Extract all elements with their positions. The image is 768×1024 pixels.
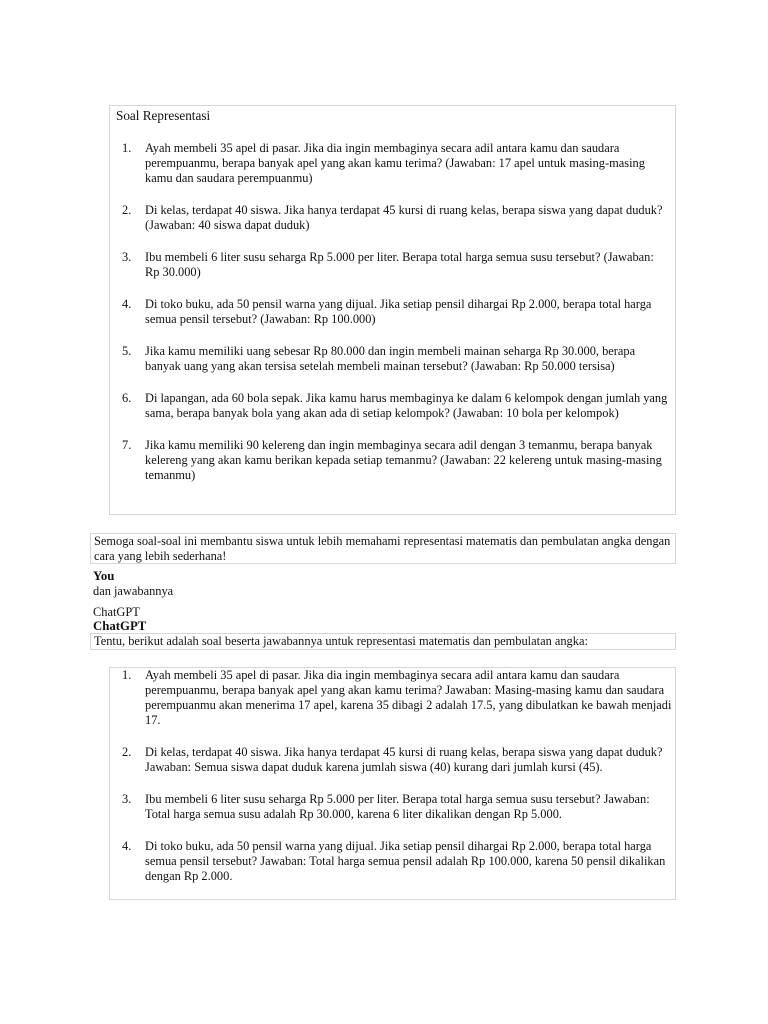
item-number: 1. (122, 668, 132, 682)
item-number: 4. (122, 297, 132, 311)
intro-text: Tentu, berikut adalah soal beserta jawabannya untuk representasi matematis dan pembulatan angka: (94, 634, 588, 648)
assistant-name-bold: ChatGPT (93, 619, 147, 633)
item-number: 6. (122, 391, 132, 405)
user-label: You (93, 569, 115, 583)
item-text: Di kelas, terdapat 40 siswa. Jika hanya terdapat 45 kursi di ruang kelas, berapa siswa yang dapat duduk? Jawaban: Semua siswa dapat duduk karena jumlah siswa (40) kurang dari jumlah kursi (45). (145, 745, 663, 774)
section-title: Soal Representasi (116, 108, 211, 123)
list-item (116, 745, 673, 775)
question-list (116, 141, 671, 483)
list-item (116, 391, 671, 421)
item-text: Di toko buku, ada 50 pensil warna yang dijual. Jika setiap pensil dihargai Rp 2.000, berapa total harga semua pensil tersebut? Jawaban: Total harga semua pensil adalah Rp 100.000, karena 50 pensil dikalikan dengan Rp 2.000. (145, 839, 666, 883)
list-item (116, 297, 671, 327)
list-item (116, 839, 673, 884)
item-number: 2. (122, 203, 132, 217)
list-item (116, 203, 671, 233)
item-text: Di toko buku, ada 50 pensil warna yang dijual. Jika setiap pensil dihargai Rp 2.000, berapa total harga semua pensil tersebut? (Jawaban: Rp 100.000) (145, 297, 652, 326)
item-number: 1. (122, 141, 132, 155)
answer-list (116, 668, 673, 884)
assistant-name-plain: ChatGPT (93, 605, 140, 619)
intro-box (90, 633, 676, 650)
list-item (116, 344, 671, 374)
item-number: 3. (122, 250, 132, 264)
item-text: Jika kamu memiliki 90 kelereng dan ingin membaginya secara adil dengan 3 temanmu, berapa banyak kelereng yang akan kamu berikan kepada setiap temanmu? (Jawaban: 22 kelereng untuk masing-masing temanmu) (145, 438, 662, 482)
list-item (116, 250, 671, 280)
list-item (116, 668, 673, 728)
item-number: 5. (122, 344, 132, 358)
item-number: 3. (122, 792, 132, 806)
item-text: Ibu membeli 6 liter susu seharga Rp 5.000 per liter. Berapa total harga semua susu tersebut? (Jawaban: Rp 30.000) (145, 250, 654, 279)
list-item (116, 438, 671, 483)
answers-box (109, 667, 676, 900)
item-number: 4. (122, 839, 132, 853)
list-item (116, 792, 673, 822)
questions-box (109, 105, 676, 515)
item-text: Jika kamu memiliki uang sebesar Rp 80.000 dan ingin membeli mainan seharga Rp 30.000, berapa banyak uang yang akan tersisa setelah membeli mainan tersebut? (Jawaban: Rp 50.000 tersisa) (145, 344, 636, 373)
list-item (116, 141, 671, 186)
closing-paragraph: Semoga soal-soal ini membantu siswa untuk lebih memahami representasi matematis dan pembulatan angka dengan cara yang lebih sederhana! (94, 534, 671, 563)
closing-paragraph-box (90, 533, 676, 564)
item-number: 7. (122, 438, 132, 452)
item-text: Ayah membeli 35 apel di pasar. Jika dia ingin membaginya secara adil antara kamu dan saudara perempuanmu, berapa banyak apel yang akan kamu terima? (Jawaban: 17 apel untuk masing-masing kamu dan saudara perempuanmu) (145, 141, 645, 185)
item-text: Ibu membeli 6 liter susu seharga Rp 5.000 per liter. Berapa total harga semua susu tersebut? Jawaban: Total harga semua susu adalah Rp 30.000, karena 6 liter dikalikan dengan Rp 5.000. (145, 792, 650, 821)
item-text: Di kelas, terdapat 40 siswa. Jika hanya terdapat 45 kursi di ruang kelas, berapa siswa yang dapat duduk? (Jawaban: 40 siswa dapat duduk) (145, 203, 663, 232)
item-text: Di lapangan, ada 60 bola sepak. Jika kamu harus membaginya ke dalam 6 kelompok dengan jumlah yang sama, berapa banyak bola yang akan ada di setiap kelompok? (Jawaban: 10 bola per kelompok) (145, 391, 668, 420)
item-text: Ayah membeli 35 apel di pasar. Jika dia ingin membaginya secara adil antara kamu dan saudara perempuanmu, berapa banyak apel yang akan kamu terima? Jawaban: Masing-masing kamu dan saudara perempuanmu akan menerima 17 apel, karena 35 dibagi 2 adalah 17.5, yang dibulatkan ke bawah menjadi 17. (145, 668, 672, 727)
item-number: 2. (122, 745, 132, 759)
user-message: dan jawabannya (93, 584, 174, 598)
